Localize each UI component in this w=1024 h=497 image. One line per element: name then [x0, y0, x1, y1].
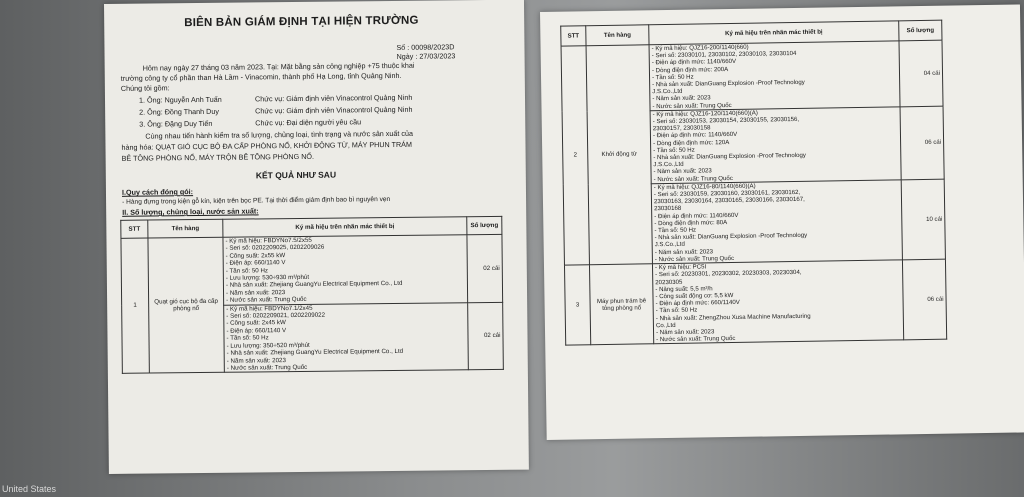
spec-line: - Lưu lượng: 530÷930 m³/phút	[225, 273, 310, 282]
col-qty: Số lượng	[899, 20, 942, 41]
spec-line: - Nước sản xuất: Trung Quốc	[656, 335, 736, 344]
intro-line-1: Hôm nay ngày 27 tháng 03 năm 2023. Tại: Mặt bằng sản công nghiệp +75 thuộc khai	[142, 60, 415, 73]
col-stt: STT	[121, 220, 148, 238]
paragraph-line-2: hàng hóa: QUẠT GIÓ CỤC BỘ ĐA CẤP PHÒNG NỔ, KHỞI ĐỘNG TỪ, MÁY PHUN TRÁM	[121, 139, 412, 152]
spec-line: - Nhà sản xuất: DianGuang Explosion -Proof Technology	[652, 78, 805, 89]
spec-line: 23030163, 23030164, 23030165, 23030166, 23030167,	[653, 196, 805, 206]
row-stt: 1	[121, 238, 149, 374]
document-page-right	[540, 4, 1024, 439]
spec-line: - Nhà sản xuất: Zhejiang GuangYu Electrical Equipment Co., Ltd	[225, 280, 403, 290]
intro-line-2: trường công ty cổ phần than Hà Lầm - Vinacomin, thành phố Hạ Long, tỉnh Quảng Ninh.	[120, 70, 402, 83]
spec-line: - Điện áp định mức: 1140/660V	[654, 211, 739, 220]
row-specs	[651, 180, 902, 264]
document-title: BIÊN BẢN GIÁM ĐỊNH TẠI HIỆN TRƯỜNG	[184, 14, 419, 30]
spec-line: - Dòng điện định mức: 200A	[651, 65, 729, 74]
row-qty: 10 cái	[901, 179, 945, 260]
spec-line: - Ký mã hiệu: PC5I	[654, 263, 707, 272]
document-page-left	[104, 0, 529, 474]
locale-label: United States	[2, 484, 57, 494]
spec-line: - Năng suất: 5,5 m³/h	[655, 285, 713, 293]
spec-line: - Tần số: 50 Hz	[225, 266, 269, 275]
row-qty: 06 cái	[902, 259, 946, 340]
spec-line: - Nước sản xuất: Trung Quốc	[653, 174, 733, 183]
spec-line: 20230305	[655, 278, 683, 286]
row-specs	[224, 302, 469, 372]
spec-line: - Seri số: 23030153, 23030154, 23030155, 23030156,	[652, 115, 800, 126]
spec-line: - Điện áp định mức: 1140/660V	[651, 58, 737, 67]
paragraph-line-3: BÊ TÔNG PHÒNG NỔ, MÁY TRỘN BÊ TÔNG PHÒNG NỔ.	[121, 151, 315, 163]
table-row	[561, 40, 943, 112]
member-2-role: Chức vụ: Giám định viên Vinacontrol Quảng Ninh	[255, 104, 413, 116]
paragraph-line-1: Cùng nhau tiến hành kiểm tra số lượng, chủng loại, tình trạng và nước sản xuất của	[145, 128, 413, 141]
row-specs	[223, 235, 468, 305]
document-date: Ngày : 27/03/2023	[396, 51, 456, 61]
member-2-name: 2. Ông: Đồng Thanh Duy	[139, 106, 219, 117]
spec-line: J.S.Co.,Ltd	[652, 87, 683, 96]
spec-line: - Seri số: 0202209025, 0202209026	[225, 244, 325, 253]
row-qty: 06 cái	[900, 106, 944, 180]
spec-line: - Nhà sản xuất: DianGuang Explosion -Proof Technology	[653, 151, 807, 162]
members-heading: Chúng tôi gồm:	[120, 83, 170, 93]
row-stt: 3	[564, 265, 590, 346]
table-row	[121, 234, 503, 306]
spec-line: - Dòng điện định mức: 120A	[653, 138, 730, 147]
spec-line: - Seri số: 23030159, 23030160, 23030161, 23030162,	[653, 188, 801, 199]
row-specs	[652, 260, 903, 344]
spec-line: - Ký mã hiệu: FBDYNo7.1/2x45	[226, 304, 313, 313]
row-qty: 02 cái	[467, 234, 503, 302]
spec-line: - Tần số: 50 Hz	[655, 306, 698, 315]
spec-line: - Nước sản xuất: Trung Quốc	[654, 254, 735, 264]
spec-line: - Lưu lượng: 350÷520 m³/phút	[226, 341, 310, 350]
spec-line: - Năm sản xuất: 2023	[653, 167, 712, 176]
col-spec: Ký mã hiệu trên nhãn mác thiết bị	[223, 217, 467, 238]
spec-line: - Nhà sản xuất: DianGuang Explosion -Proof Technology	[654, 232, 808, 242]
member-1-name: 1. Ông: Nguyễn Anh Tuấn	[138, 94, 222, 105]
spec-line: - Năm sản xuất: 2023	[654, 247, 714, 256]
row-qty: 04 cái	[899, 40, 943, 106]
col-qty: Số lượng	[467, 216, 502, 234]
spec-line: 23030168	[654, 205, 682, 213]
spec-line: - Dòng điện định mức: 80A	[654, 218, 728, 228]
spec-line: - Điện áp: 660/1140 V	[226, 326, 287, 335]
spec-line: - Ký mã hiệu: QJZ16-80/1140(660)(A)	[653, 182, 756, 192]
spec-line: - Tần số: 50 Hz	[654, 226, 697, 235]
result-heading: KẾT QUẢ NHƯ SAU	[255, 169, 337, 181]
spec-line: - Seri số: 20230301, 20230302, 20230303, 20230304,	[655, 269, 802, 279]
table-row	[564, 259, 946, 345]
row-specs	[650, 107, 901, 184]
spec-line: - Điện áp: 660/1140 V	[225, 259, 286, 267]
col-name: Tên hàng	[586, 25, 649, 46]
spec-line: - Ký mã hiệu: QJZ16-200/1140(660)	[651, 43, 749, 53]
goods-table-right	[560, 20, 947, 346]
spec-line: - Nhà sản xuất: Zhejiang GuangYu Electrical Equipment Co., Ltd	[226, 347, 404, 357]
spec-line: - Điện áp định mức: 1140/660V	[652, 131, 738, 140]
spec-line: - Tần số: 50 Hz	[226, 334, 269, 343]
member-1-role: Chức vụ: Giám định viên Vinacontrol Quảng Ninh	[254, 92, 413, 104]
spec-line: - Công suất: 2x45 kW	[226, 319, 286, 328]
col-stt: STT	[561, 26, 586, 46]
spec-line: - Tần số: 50 Hz	[653, 146, 695, 155]
section-2-heading: II. Số lượng, chủng loại, nước sản xuất:	[122, 206, 259, 217]
spec-line: - Nước sản xuất: Trung Quốc	[652, 101, 732, 110]
spec-line: - Seri số: 23030101, 23030102, 23030103, 23030104	[651, 50, 797, 60]
spec-line: 23030157, 23030158	[652, 124, 711, 133]
spec-line: - Năm sản xuất: 2023	[226, 356, 286, 365]
section-1-heading: I.Quy cách đóng gói:	[121, 187, 194, 197]
spec-line: - Điện áp định mức: 660/1140V	[655, 299, 740, 308]
spec-line: - Nước sản xuất: Trung Quốc	[226, 363, 308, 372]
row-name: Khởi động từ	[586, 45, 652, 265]
spec-line: - Ký mã hiệu: QJZ16-120/1140(660)(A)	[652, 109, 758, 119]
spec-line: - Công suất động cơ: 5,5 kW	[655, 291, 734, 301]
spec-line: - Nhà sản xuất: ZhengZhou Xusa Machine Manufacturing	[655, 312, 811, 322]
spec-line: - Seri số: 0202209021, 0202209022	[226, 311, 326, 320]
col-name: Tên hàng	[148, 219, 223, 238]
spec-line: - Năm sản xuất: 2023	[225, 288, 286, 297]
spec-line: - Ký mã hiệu: FBDYNo7.5/2x55	[225, 236, 312, 245]
spec-line: - Công suất: 2x55 kW	[225, 251, 286, 260]
section-1-text: - Hàng đựng trong kiện gỗ kín, kiện trên bọc PE. Tại thời điểm giám định bao bì nguyên vẹn	[122, 196, 391, 206]
spec-line: Co.,Ltd	[655, 321, 676, 329]
spec-line: - Nước sản xuất: Trung Quốc	[226, 296, 307, 304]
spec-line: - Năm sản xuất: 2023	[652, 94, 711, 103]
spec-line: - Năm sản xuất: 2023	[655, 328, 715, 337]
row-specs	[649, 41, 900, 111]
row-stt: 2	[561, 46, 589, 265]
col-spec: Ký mã hiệu trên nhãn mác thiết bị	[649, 21, 899, 45]
row-name: Quạt gió cục bộ đa cấp phòng nổ	[148, 237, 224, 373]
row-qty: 02 cái	[468, 302, 504, 370]
spec-line: - Tần số: 50 Hz	[651, 73, 694, 82]
member-3-role: Chức vụ: Đại diện người yêu cầu	[255, 117, 362, 128]
spec-line: J.S.Co.,Ltd	[653, 161, 684, 169]
goods-table-left	[120, 216, 504, 374]
document-number: Số : 00098/2023D	[396, 42, 455, 52]
spec-line: J.S.Co.,Ltd	[654, 241, 685, 249]
row-name: Máy phun trám bê tông phòng nổ	[589, 264, 653, 345]
member-3-name: 3. Ông: Đặng Duy Tiến	[139, 118, 213, 129]
